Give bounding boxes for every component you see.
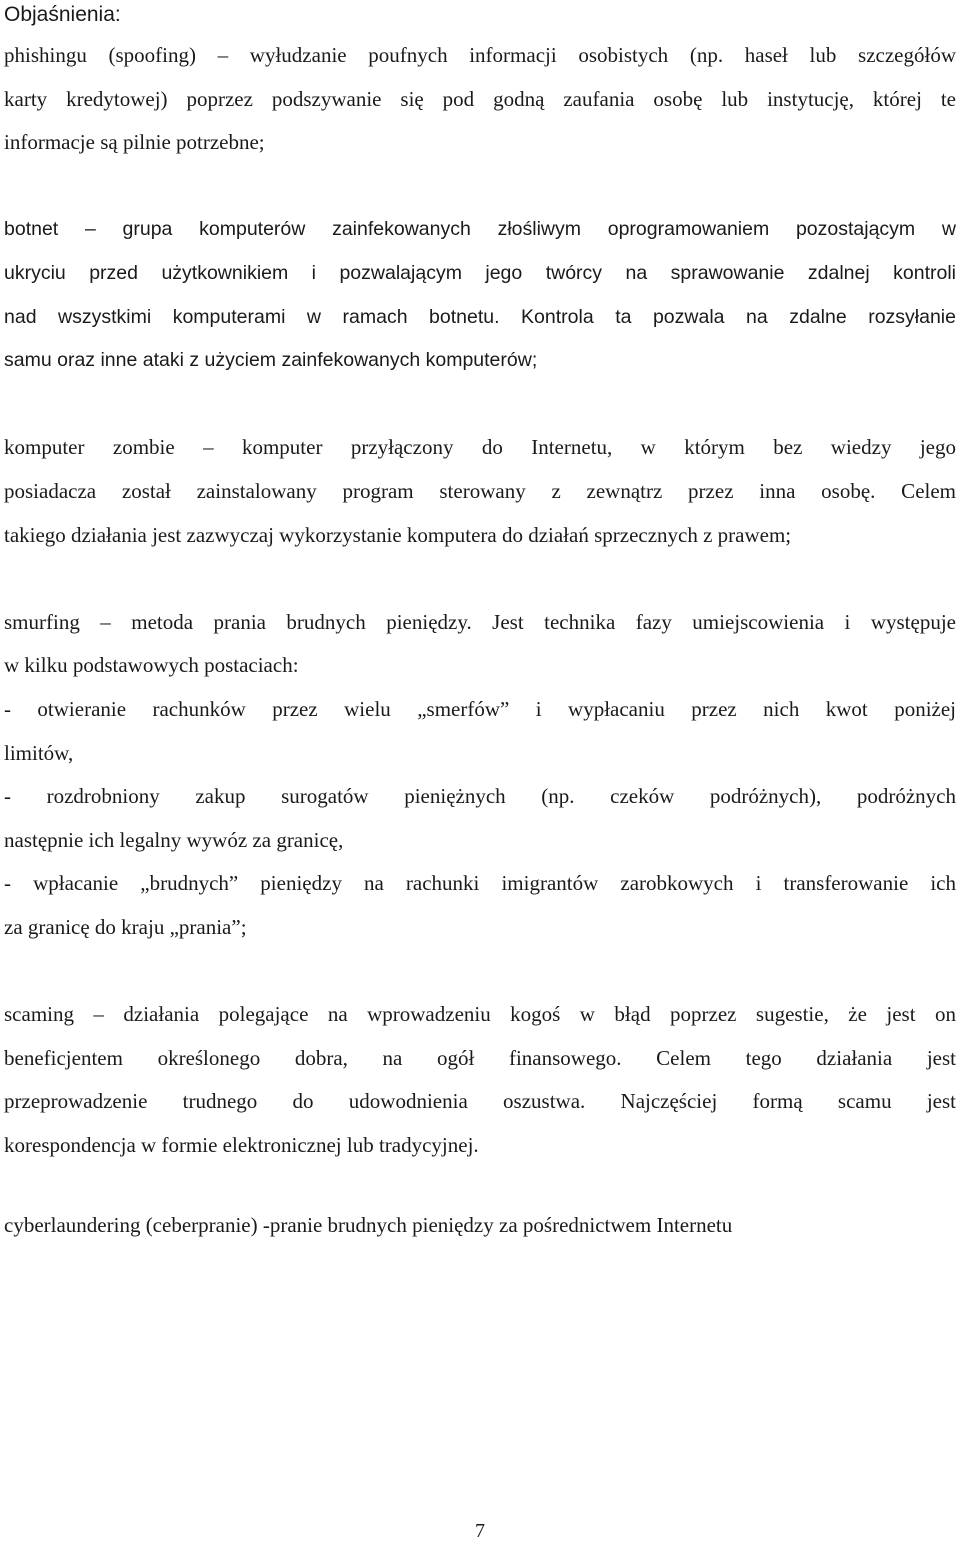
definition-scaming (4, 993, 956, 1167)
text-line: smurfing – metoda prania brudnych pieniędzy. Jest technika fazy umiejscowienia i występuje (4, 609, 956, 634)
text-line: cyberlaundering (ceberpranie) -pranie brudnych pieniędzy za pośrednictwem Internetu (4, 1213, 733, 1238)
text-line: takiego działania jest zazwyczaj wykorzystanie komputera do działań sprzecznych z prawem; (4, 522, 792, 547)
text-line: w kilku podstawowych postaciach: (4, 653, 299, 678)
document-page (4, 0, 956, 1248)
text-line: posiadacza został zainstalowany program sterowany z zewnątrz przez inna osobę. Celem (4, 478, 956, 503)
text-line: za granicę do kraju „prania”; (4, 914, 247, 939)
text-line: - otwieranie rachunków przez wielu „smerfów” i wypłacaniu przez nich kwot poniżej (4, 696, 956, 721)
text-line: beneficjentem określonego dobra, na ogół finansowego. Celem tego działania jest (4, 1045, 956, 1070)
text-line: samu oraz inne ataki z użyciem zainfekowanych komputerów; (4, 349, 538, 372)
page-number: 7 (475, 1520, 485, 1542)
text-line: następnie ich legalny wywóz za granicę, (4, 827, 344, 852)
definition-botnet (4, 208, 956, 382)
definition-cyberlaundering (4, 1204, 956, 1248)
text-line: botnet – grupa komputerów zainfekowanych złośliwym oprogramowaniem pozostającym w (4, 218, 956, 241)
text-line: informacje są pilnie potrzebne; (4, 130, 265, 155)
text-line: korespondencja w formie elektronicznej lub tradycyjnej. (4, 1132, 479, 1157)
definition-phishing (4, 34, 956, 165)
text-line: - rozdrobniony zakup surogatów pieniężnych (np. czeków podróżnych), podróżnych (4, 784, 956, 809)
text-line: komputer zombie – komputer przyłączony do Internetu, w którym bez wiedzy jego (4, 435, 956, 460)
text-line: limitów, (4, 740, 74, 765)
section-heading: Objaśnienia: (4, 3, 121, 26)
definition-zombie (4, 426, 956, 557)
text-line: phishingu (spoofing) – wyłudzanie poufnych informacji osobistych (np. haseł lub szczegółów (4, 43, 956, 67)
text-line: ukryciu przed użytkownikiem i pozwalającym jego twórcy na sprawowanie zdalnej kontroli (4, 261, 956, 284)
text-line: - wpłacanie „brudnych” pieniędzy na rachunki imigrantów zarobkowych i transferowanie ich (4, 871, 956, 896)
definition-smurfing (4, 601, 956, 950)
text-line: nad wszystkimi komputerami w ramach botnetu. Kontrola ta pozwala na zdalne rozsyłanie (4, 305, 956, 328)
text-line: scaming – działania polegające na wprowadzeniu kogoś w błąd poprzez sugestie, że jest on (4, 1002, 956, 1027)
text-line: przeprowadzenie trudnego do udowodnienia oszustwa. Najczęściej formą scamu jest (4, 1089, 956, 1114)
text-line: karty kredytowej) poprzez podszywanie się pod godną zaufania osobę lub instytucję, której te (4, 86, 956, 111)
